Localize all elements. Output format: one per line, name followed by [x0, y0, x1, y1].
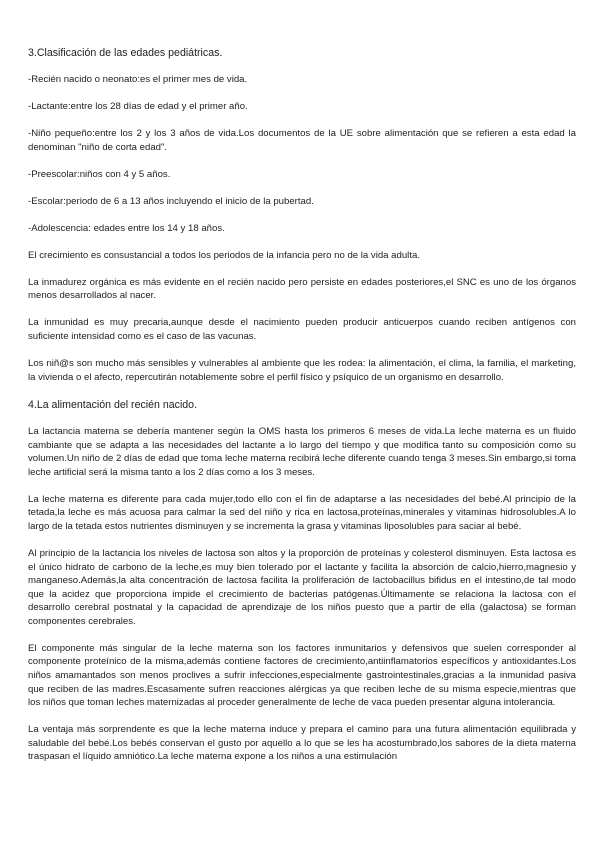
document-page: [28, 46, 576, 777]
paragraph-sensitivity: Los niñ@s son mucho más sensibles y vulnerables al ambiente que les rodea: la alimentación, el clima, la familia, el marketing, la vivienda o el afecto, repercutirán notablemente sobre el perfil físico y psíquico de un organismo en desarrollo.: [28, 358, 576, 383]
paragraph-immune-factors: El componente más singular de la leche materna son los factores inmunitarios y defensivos que suelen corresponder al componente proteínico de la misma,además contiene factores de crecimiento,antiinflamatorios específicos y antioxidantes.Los niños amamantados son menos proclives a sufrir infecciones,especialmente gastrointestinales,gracias a la inmunidad pasiva que reciben de las madres.Escasamente sufren reacciones alérgicas ya que reciben leche de su misma especie,mientras que los niños que toman leches maternizadas al proceder generalmente de leche de vaca pueden presentar alguna intolerancia.: [28, 642, 576, 709]
paragraph-lactose: Al principio de la lactancia los niveles de lactosa son altos y la proporción de proteínas y colesterol disminuyen. Esta lactosa es el único hidrato de carbono de la leche,es muy bien tolerado por el lactante y facilita la absorción de calcio,hierro,magnesio y manganeso.Además,la alta concentración de lactosa facilita la proliferación de lactobacillus bifidus en el intestino,de tal modo que la acidez que proporciona impide el crecimiento de bacterias patógenas.Últimamente se relaciona la lactosa con el desarrollo cerebral postnatal y la capacidad de aprendizaje de los niños puesto que a partir de ella (galactosa) se forman componentes cerebrales.: [28, 547, 576, 627]
age-item-adolescence: -Adolescencia: edades entre los 14 y 18 años.: [28, 222, 225, 234]
section-4-heading: 4.La alimentación del recién nacido.: [28, 398, 198, 411]
paragraph-immunity: La inmunidad es muy precaria,aunque desde el nacimiento pueden producir anticuerpos cuando reciben antígenos con suficiente intensidad como es el caso de las vacunas.: [28, 317, 576, 343]
section-3-heading: 3.Clasificación de las edades pediátricas.: [28, 47, 223, 59]
age-item-infant: -Lactante:entre los 28 días de edad y el primer año.: [28, 101, 248, 113]
paragraph-growth: El crecimiento es consustancial a todos los periodos de la infancia pero no de la vida adulta.: [28, 249, 420, 261]
age-item-school: -Escolar:periodo de 6 a 13 años incluyendo el inicio de la pubertad.: [28, 195, 314, 207]
age-item-small-child: -Niño pequeño:entre los 2 y los 3 años de vida.Los documentos de la UE sobre alimentación que se refieren a esta edad la denominan "niño de corta edad".: [28, 128, 576, 153]
age-item-newborn: -Recién nacido o neonato:es el primer mes de vida.: [28, 74, 248, 86]
age-item-preschool: -Preescolar:niños con 4 y 5 años.: [28, 168, 171, 180]
paragraph-advantage: La ventaja más sorprendente es que la leche materna induce y prepara el camino para una futura alimentación equilibrada y saludable del bebé.Los bebés conservan el gusto por aquello a lo que se les ha acostumbrado,los sabores de la dieta materna traspasan el líquido amniótico.La leche materna expone a los niños a una estimulación: [28, 724, 576, 763]
paragraph-breastfeeding: La lactancia materna se debería mantener según la OMS hasta los primeros 6 meses de vida.La leche materna es un fluido cambiante que se adapta a las necesidades del lactante a lo largo del tiempo y que modifica tanto su composición como su volumen.Un niño de 2 días de edad que toma leche materna recibirá leche diferente cuando tenga 3 meses.Sin embargo,si toma leche artificial será la misma tanto a los 2 días como a los 3 meses.: [28, 426, 576, 478]
paragraph-milk-differences: La leche materna es diferente para cada mujer,todo ello con el fin de adaptarse a las necesidades del bebé.Al principio de la tetada,la leche es más acuosa para calmar la sed del niño y rica en lactosa,proteínas,minerales y vitaminas hidrosolubles.A lo largo de la tetada estos nutrientes disminuyen y se incrementa la grasa y vitaminas liposolubles para saciar al bebé.: [28, 493, 576, 532]
paragraph-immaturity: La inmadurez orgánica es más evidente en el recién nacido pero persiste en edades posteriores,el SNC es uno de los órganos menos desarrollados al nacer.: [28, 276, 576, 302]
